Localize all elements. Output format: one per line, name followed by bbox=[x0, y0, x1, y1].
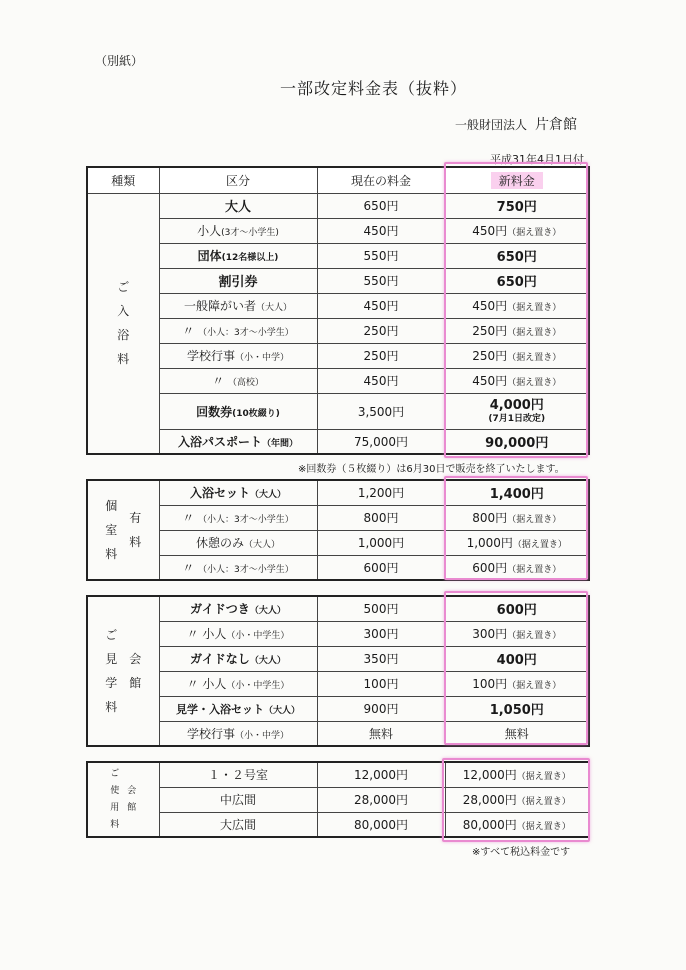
tour-row-current: 100円 bbox=[317, 671, 445, 696]
page-title: 一部改定料金表（抜粋） bbox=[280, 79, 468, 98]
bath-row-label: 回数券(10枚綴り) bbox=[159, 393, 317, 429]
private-room-category bbox=[87, 480, 159, 580]
bath-row-current: 3,500円 bbox=[317, 393, 445, 429]
bath-row-label: 団体(12名様以上) bbox=[159, 243, 317, 268]
bath-row-label: 入浴パスポート（年間） bbox=[159, 429, 317, 454]
tour-category-label: ご 見 学 料 会 館 bbox=[105, 628, 142, 714]
bath-row-current: 75,000円 bbox=[317, 429, 445, 454]
tour-row-label: 学校行事（小・中学） bbox=[159, 721, 317, 746]
header-new-fee bbox=[445, 167, 589, 193]
bath-row-new: 250円（据え置き） bbox=[445, 318, 589, 343]
organization bbox=[455, 114, 577, 134]
bath-row-current: 550円 bbox=[317, 268, 445, 293]
bath-row-new: 450円（据え置き） bbox=[445, 218, 589, 243]
tour-category bbox=[87, 596, 159, 746]
private-row-label: 〃 （小人：3才～小学生） bbox=[159, 555, 317, 580]
bath-row-new: 650円 bbox=[445, 268, 589, 293]
private-row-current: 800円 bbox=[317, 505, 445, 530]
tour-row-label: ガイドつき（大人） bbox=[159, 596, 317, 621]
hall-row-current: 28,000円 bbox=[317, 787, 445, 812]
hall-row-label: 中広間 bbox=[159, 787, 317, 812]
hall-row-new: 28,000円（据え置き） bbox=[445, 787, 589, 812]
tour-row-new: 100円（据え置き） bbox=[445, 671, 589, 696]
bath-fee-table bbox=[86, 166, 590, 455]
tour-row-current: 350円 bbox=[317, 646, 445, 671]
hall-fee-table bbox=[86, 761, 590, 838]
tour-row-new: 300円（据え置き） bbox=[445, 621, 589, 646]
org-type: 一般財団法人 bbox=[455, 118, 528, 132]
bath-category-label: ご 入 浴 料 bbox=[117, 280, 130, 367]
bath-row-current: 650円 bbox=[317, 193, 445, 218]
bath-row-new: 4,000円 (7月1日改定) bbox=[445, 393, 589, 429]
tour-row-current: 900円 bbox=[317, 696, 445, 721]
bath-row-new: 250円（据え置き） bbox=[445, 343, 589, 368]
tour-row-label: 〃 小人（小・中学生） bbox=[159, 671, 317, 696]
bath-note: ※回数券（５枚綴り）は6月30日で販売を終了いたします。 bbox=[298, 464, 565, 475]
tour-row-new: 1,050円 bbox=[445, 696, 589, 721]
private-room-category-label: 個 室 料 有 料 bbox=[105, 499, 142, 561]
private-row-label: 休憩のみ（大人） bbox=[159, 530, 317, 555]
tour-row-new: 400円 bbox=[445, 646, 589, 671]
bath-category bbox=[87, 193, 159, 454]
tour-row-label: 見学・入浴セット（大人） bbox=[159, 696, 317, 721]
private-row-new: 800円（据え置き） bbox=[445, 505, 589, 530]
private-row-label: 〃 （小人：3才～小学生） bbox=[159, 505, 317, 530]
bath-row-label: 〃 （小人：3才～小学生） bbox=[159, 318, 317, 343]
bath-row-label: 学校行事（小・中学） bbox=[159, 343, 317, 368]
tour-row-label: ガイドなし（大人） bbox=[159, 646, 317, 671]
private-room-fee-table bbox=[86, 479, 590, 581]
hall-row-current: 12,000円 bbox=[317, 762, 445, 787]
bath-row-current: 450円 bbox=[317, 218, 445, 243]
private-row-current: 1,000円 bbox=[317, 530, 445, 555]
bath-row-label: 〃 （高校） bbox=[159, 368, 317, 393]
private-row-new: 600円（据え置き） bbox=[445, 555, 589, 580]
hall-row-label: 大広間 bbox=[159, 812, 317, 837]
bath-row-label: 小人(3才～小学生) bbox=[159, 218, 317, 243]
hall-category-label: ご 使 用 料 会 館 bbox=[110, 768, 137, 830]
bath-row-label: 大人 bbox=[159, 193, 317, 218]
bath-row-current: 550円 bbox=[317, 243, 445, 268]
header-kind: 種類 bbox=[87, 167, 159, 193]
tour-row-current: 500円 bbox=[317, 596, 445, 621]
hall-row-new: 80,000円（据え置き） bbox=[445, 812, 589, 837]
hall-row-current: 80,000円 bbox=[317, 812, 445, 837]
bath-row-new: 450円（据え置き） bbox=[445, 293, 589, 318]
bath-row-new: 750円 bbox=[445, 193, 589, 218]
private-row-new: 1,000円（据え置き） bbox=[445, 530, 589, 555]
tour-row-label: 〃 小人（小・中学生） bbox=[159, 621, 317, 646]
revision-date: 平成31年4月1日付 bbox=[490, 153, 584, 166]
bath-row-new: 450円（据え置き） bbox=[445, 368, 589, 393]
tax-note: ※すべて税込料金です bbox=[472, 847, 571, 858]
org-name: 片倉館 bbox=[535, 117, 578, 133]
tour-row-new: 600円 bbox=[445, 596, 589, 621]
private-row-current: 1,200円 bbox=[317, 480, 445, 505]
new-fee-label: 新料金 bbox=[491, 172, 543, 189]
hall-row-new: 12,000円（据え置き） bbox=[445, 762, 589, 787]
bath-row-label: 割引券 bbox=[159, 268, 317, 293]
bath-row-new: 650円 bbox=[445, 243, 589, 268]
header-current-fee: 現在の料金 bbox=[317, 167, 445, 193]
hall-row-label: １・２号室 bbox=[159, 762, 317, 787]
hall-category bbox=[87, 762, 159, 837]
bath-row-current: 450円 bbox=[317, 368, 445, 393]
header-category: 区分 bbox=[159, 167, 317, 193]
bath-row-current: 450円 bbox=[317, 293, 445, 318]
tour-row-current: 無料 bbox=[317, 721, 445, 746]
bath-row-label: 一般障がい者（大人） bbox=[159, 293, 317, 318]
tour-row-new: 無料 bbox=[445, 721, 589, 746]
tour-fee-table bbox=[86, 595, 590, 747]
bath-row-current: 250円 bbox=[317, 318, 445, 343]
attachment-label: （別紙） bbox=[95, 54, 144, 68]
private-row-label: 入浴セット（大人） bbox=[159, 480, 317, 505]
bath-row-current: 250円 bbox=[317, 343, 445, 368]
bath-row-new: 90,000円 bbox=[445, 429, 589, 454]
private-row-current: 600円 bbox=[317, 555, 445, 580]
private-row-new: 1,400円 bbox=[445, 480, 589, 505]
tour-row-current: 300円 bbox=[317, 621, 445, 646]
